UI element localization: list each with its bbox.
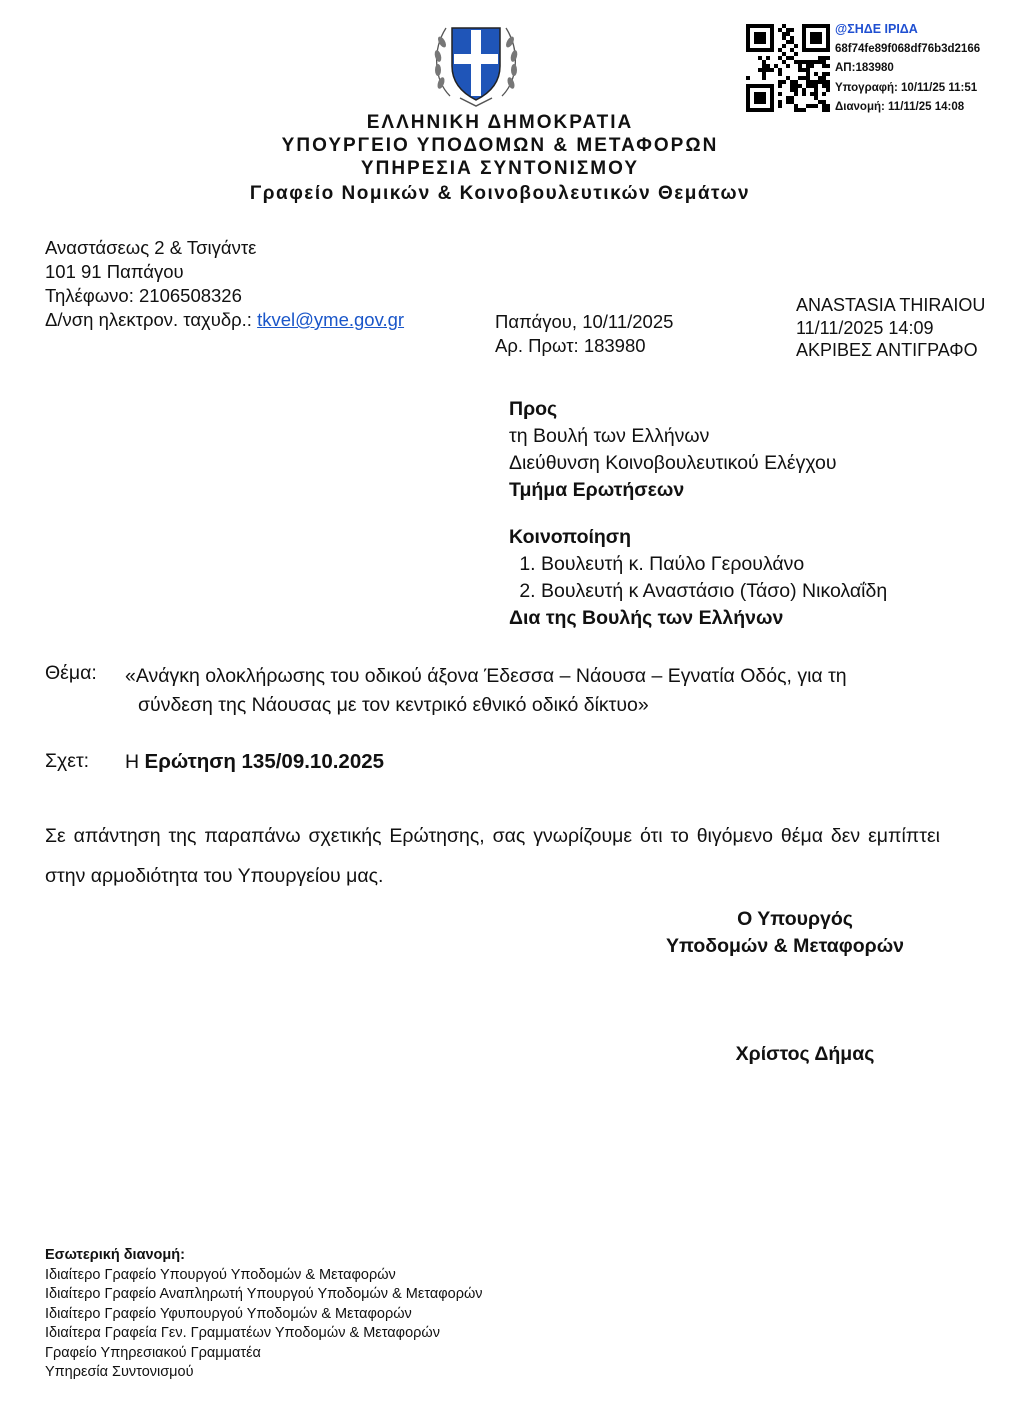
- distribution-item: Γραφείο Υπηρεσιακού Γραμματέα: [45, 1344, 261, 1361]
- distribution-item: Ιδιαίτερο Γραφείο Υπουργού Υποδομών & Μεταφορών: [45, 1266, 396, 1283]
- phone-value: 2106508326: [139, 285, 242, 306]
- certify-note: ΑΚΡΙΒΕΣ ΑΝΤΙΓΡΑΦΟ: [796, 340, 978, 360]
- to-label: Προς: [509, 398, 558, 420]
- distribution-item: Ιδιαίτερο Γραφείο Υφυπουργού Υποδομών & Μεταφορών: [45, 1305, 412, 1322]
- address-email: [45, 308, 404, 332]
- sender-address: [45, 236, 404, 332]
- signatory-title-1: Ο Υπουργός: [737, 908, 853, 930]
- subject-line-2: σύνδεση της Νάουσας με τον κεντρικό εθνικό οδικό δίκτυο»: [138, 694, 649, 716]
- signatory-title-2: Υποδομών & Μεταφορών: [665, 935, 905, 957]
- cc-item: 1. Βουλευτή κ. Παύλο Γερουλάνο: [541, 551, 887, 578]
- cc-list: [509, 551, 887, 605]
- address-street: Αναστάσεως 2 & Τσιγάντε: [45, 237, 257, 258]
- subject-line-1: «Ανάγκη ολοκλήρωσης του οδικού άξονα Έδεσσα – Νάουσα – Εγνατία Οδός, για τη: [125, 665, 847, 687]
- to-line-1: τη Βουλή των Ελλήνων: [509, 425, 710, 447]
- stamp-distribution: Διανομή: 11/11/25 14:08: [835, 101, 965, 113]
- certified-copy-block: [796, 294, 985, 362]
- body-paragraph: Σε απάντηση της παραπάνω σχετικής Ερώτησης, σας γνωρίζουμε ότι το θιγόμενο θέμα δεν εμπίπτει στην αρμοδιότητα του Υπουργείου μας.: [45, 825, 940, 887]
- relation-label: Σχετ:: [45, 750, 90, 772]
- iris-stamp: [835, 20, 980, 118]
- certify-datetime: 11/11/2025 14:09: [796, 317, 934, 338]
- relation-ref: Ερώτηση 135/09.10.2025: [144, 750, 385, 773]
- protocol-label: Αρ. Πρωτ:: [495, 335, 579, 356]
- distribution-item: Ιδιαίτερα Γραφεία Γεν. Γραμματέων Υποδομών & Μεταφορών: [45, 1325, 440, 1341]
- email-label: Δ/νση ηλεκτρον. ταχυδρ.:: [45, 309, 252, 330]
- to-line-3: Τμήμα Ερωτήσεων: [509, 479, 685, 501]
- header-country: ΕΛΛΗΝΙΚΗ ΔΗΜΟΚΡΑΤΙΑ: [366, 112, 634, 133]
- email-link[interactable]: tkvel@yme.gov.gr: [257, 309, 405, 330]
- distribution-item: Υπηρεσία Συντονισμού: [45, 1364, 194, 1380]
- certifier-name: ANASTASIA THIRAIOU: [796, 295, 986, 315]
- address-city: 101 91 Παπάγου: [45, 261, 184, 282]
- qr-code-icon: [746, 24, 830, 112]
- place-date: Παπάγου, 10/11/2025: [495, 311, 674, 332]
- cc-label: Κοινοποίηση: [509, 526, 632, 548]
- internal-distribution: [45, 1246, 483, 1383]
- stamp-ap: ΑΠ:183980: [835, 62, 894, 74]
- stamp-brand: @ΣΗΔΕ ΙΡΙΔΑ: [835, 22, 918, 36]
- distribution-title: Εσωτερική διανομή:: [45, 1247, 185, 1263]
- header-service: ΥΠΗΡΕΣΙΑ ΣΥΝΤΟΝΙΣΜΟΥ: [360, 158, 640, 179]
- place-date-block: [495, 310, 673, 358]
- to-line-2: Διεύθυνση Κοινοβουλευτικού Ελέγχου: [509, 452, 837, 474]
- address-phone: [45, 284, 404, 308]
- distribution-item: Ιδιαίτερο Γραφείο Αναπληρωτή Υπουργού Υποδομών & Μεταφορών: [45, 1286, 483, 1302]
- header-office: Γραφείο Νομικών & Κοινοβουλευτικών Θεμάτων: [249, 183, 751, 204]
- relation-text: [125, 750, 384, 774]
- phone-label: Τηλέφωνο:: [45, 285, 134, 306]
- protocol-number: [495, 334, 673, 358]
- cc-via: Δια της Βουλής των Ελλήνων: [509, 607, 784, 629]
- header-ministry: ΥΠΟΥΡΓΕΙΟ ΥΠΟΔΟΜΩΝ & ΜΕΤΑΦΟΡΩΝ: [281, 135, 719, 156]
- signatory-name: Χρίστος Δήμας: [735, 1043, 875, 1065]
- subject-label: Θέμα:: [45, 662, 97, 684]
- stamp-hash: 68f74fe89f068df76b3d2166: [835, 42, 981, 55]
- subject-text: [125, 662, 945, 720]
- greek-coat-of-arms-icon: [430, 14, 522, 110]
- relation-prefix: Η: [125, 751, 140, 773]
- protocol-value: 183980: [583, 335, 646, 356]
- stamp-signature: Υπογραφή: 10/11/25 11:51: [835, 81, 978, 94]
- cc-item: 2. Βουλευτή κ Αναστάσιο (Τάσο) Νικολαΐδη: [541, 578, 887, 605]
- recipients-block: [509, 396, 887, 632]
